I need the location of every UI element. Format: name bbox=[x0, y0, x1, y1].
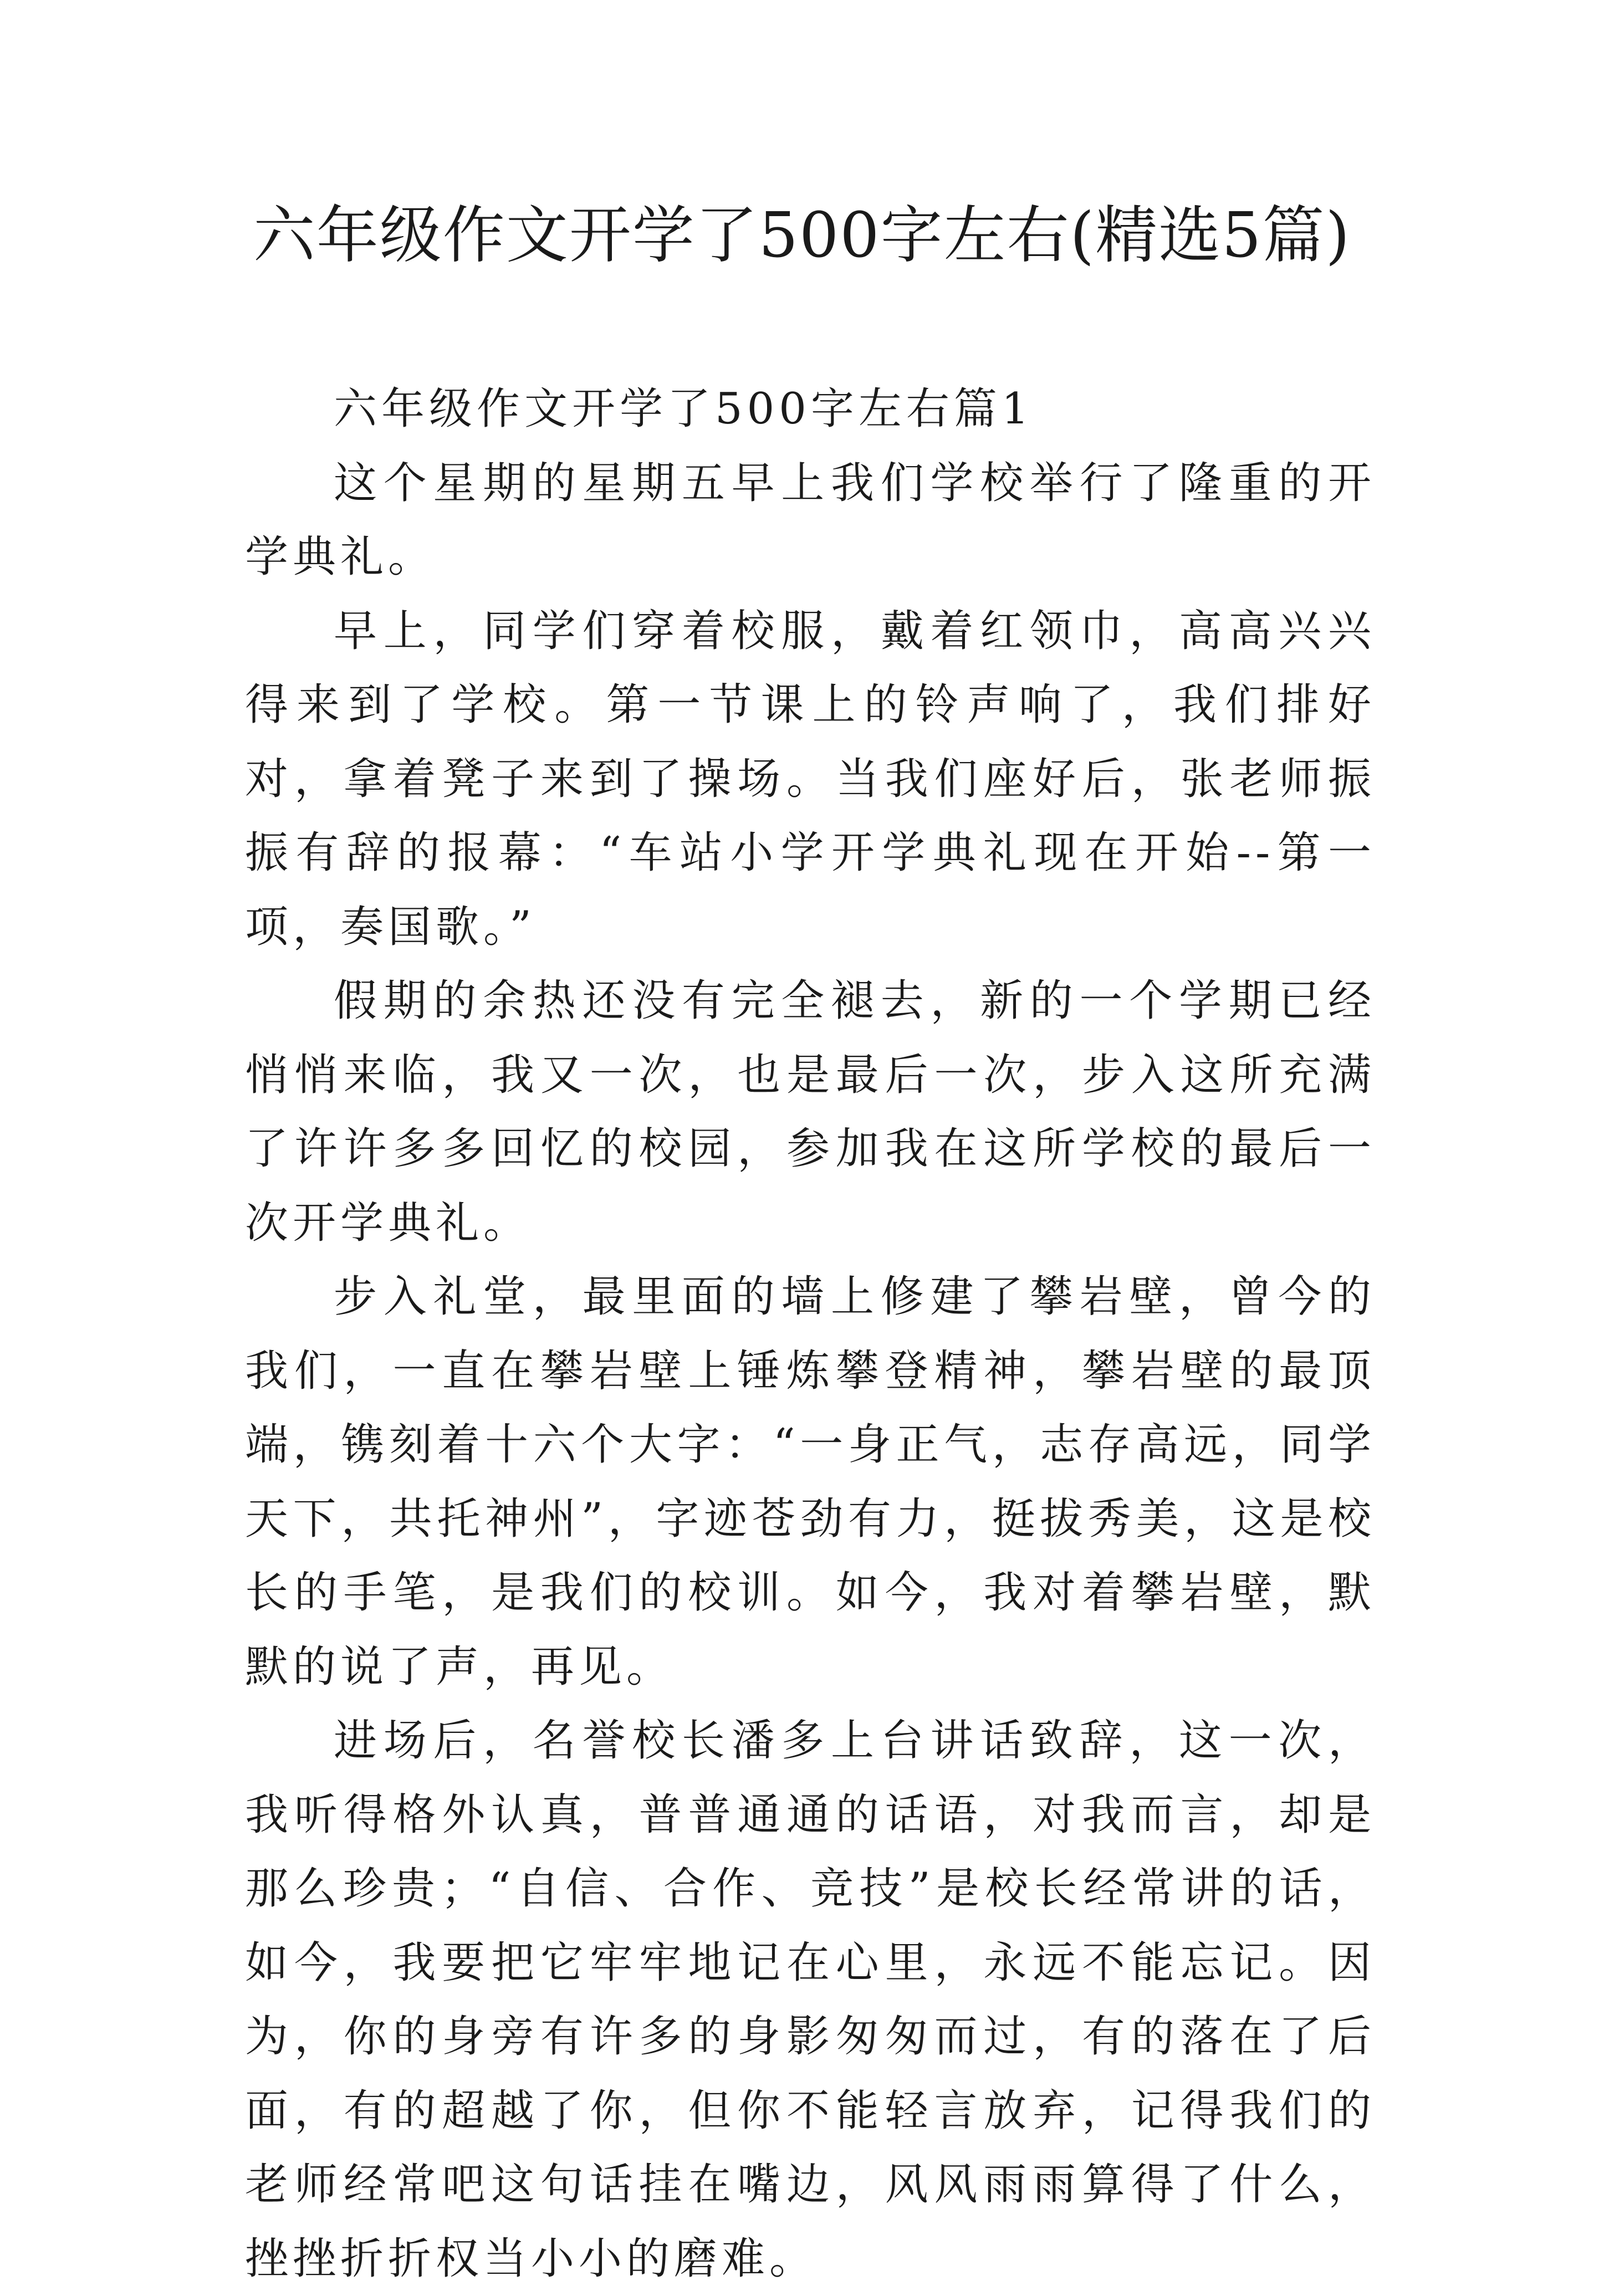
paragraph: 早上，同学们穿着校服，戴着红领巾，高高兴兴得来到了学校。第一节课上的铃声响了，我们排好对，拿着凳子来到了操场。当我们座好后，张老师振振有辞的报幕：“车站小学开学典礼现在开始--第一项，奏国歌。” bbox=[245, 606, 1376, 952]
section-heading: 六年级作文开学了500字左右篇1 bbox=[334, 384, 1034, 434]
document-body bbox=[245, 372, 1376, 2296]
paragraph: 这个星期的星期五早上我们学校举行了隆重的开学典礼。 bbox=[245, 458, 1376, 582]
paragraph: 进场后，名誉校长潘多上台讲话致辞，这一次，我听得格外认真，普普通通的话语，对我而言，却是那么珍贵；“自信、合作、竞技”是校长经常讲的话，如今，我要把它牢牢地记在心里，永远不能忘记。因为，你的身旁有许多的身影匆匆而过，有的落在了后面，有的超越了你，但你不能轻言放弃，记得我们的老师经常吧这句话挂在嘴边，风风雨雨算得了什么，挫挫折折权当小小的磨难。 bbox=[245, 1716, 1376, 2284]
paragraph: 假期的余热还没有完全褪去，新的一个学期已经悄悄来临，我又一次，也是最后一次，步入这所充满了许许多多回忆的校园，参加我在这所学校的最后一次开学典礼。 bbox=[245, 976, 1376, 1248]
document-title: 六年级作文开学了500字左右(精选5篇) bbox=[253, 200, 1351, 272]
paragraph: 步入礼堂，最里面的墙上修建了攀岩壁，曾今的我们，一直在攀岩壁上锤炼攀登精神，攀岩壁的最顶端，镌刻着十六个大字：“一身正气，志存高远，同学天下，共托神州”，字迹苍劲有力，挺拔秀美，这是校长的手笔，是我们的校训。如今，我对着攀岩壁，默默的说了声，再见。 bbox=[245, 1272, 1376, 1692]
